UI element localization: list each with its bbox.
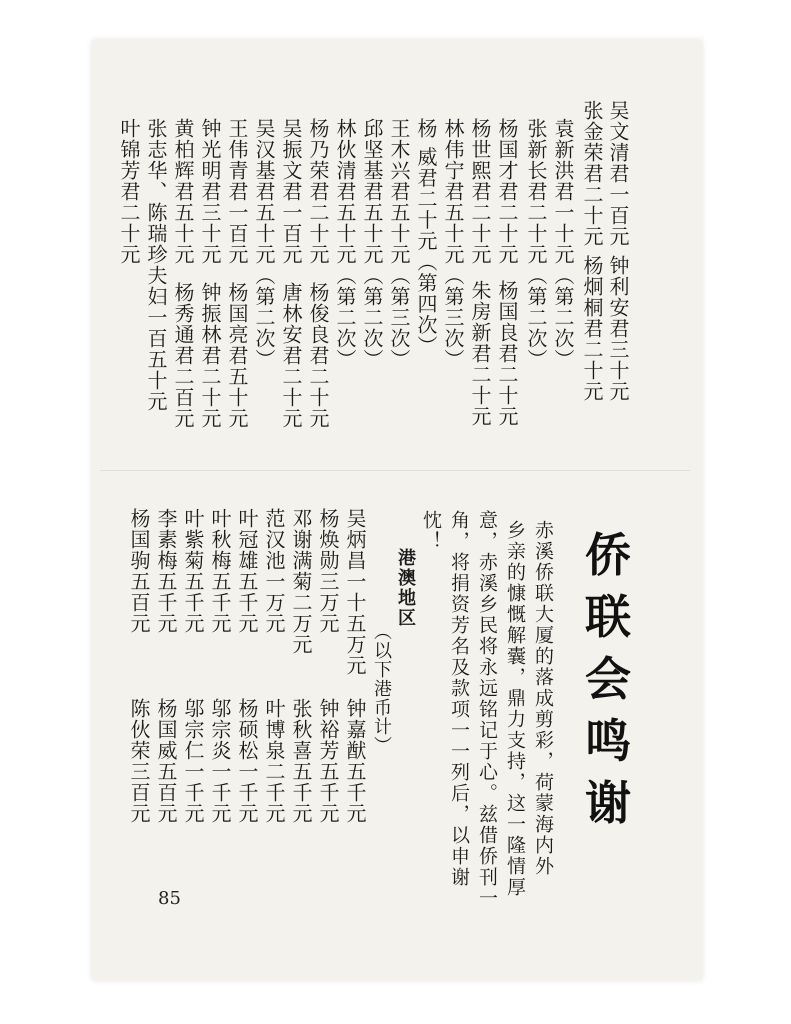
notice-body-line: 赤溪侨联大厦的落成剪彩，荷蒙海内外 xyxy=(532,520,554,877)
page-number: 85 xyxy=(158,888,181,909)
donor-entry: 邬宗仁一千元 xyxy=(181,698,205,824)
donor-entry: 张金荣君二十元 xyxy=(580,100,604,247)
donor-entry: 杨硕松一千元 xyxy=(235,698,259,824)
donor-entry: 邬宗炎一千元 xyxy=(208,698,232,824)
donor-entry: 张新长君二十元（第二次） xyxy=(524,118,548,370)
donor-entry: 范汉池一万元 xyxy=(262,508,286,634)
donor-entry: 王木兴君五十元（第三次） xyxy=(387,118,411,370)
donor-entry: 杨国威五百元 xyxy=(154,698,178,824)
notice-body-line: 乡亲的慷慨解囊，鼎力支持，这一隆情厚 xyxy=(504,520,526,898)
donor-entry: 杨俊良君二十元 xyxy=(306,282,330,429)
notice-body-line: 角，将捐资芳名及款项一一列后，以申谢 xyxy=(448,510,470,888)
donor-entry: 邓谢满菊二万元 xyxy=(289,508,313,655)
section-divider xyxy=(100,470,690,471)
donor-entry: 杨国驹五百元 xyxy=(127,508,151,634)
donor-entry: 叶秋梅五千元 xyxy=(208,508,232,634)
notice-title-char: 联 xyxy=(585,590,631,644)
donor-entry: 杨炯桐君二十元 xyxy=(580,255,604,402)
donor-entry: 袁新洪君一十元（第二次） xyxy=(551,118,575,370)
donor-entry: 王伟青君一百元 xyxy=(225,118,249,265)
donor-entry: 张秋喜五千元 xyxy=(289,698,313,824)
notice-title-char: 侨 xyxy=(585,528,631,582)
donor-entry: 唐林安君二十元 xyxy=(279,282,303,429)
donor-entry: 叶锦芳君二十元 xyxy=(117,118,141,265)
donor-entry: 杨秀通君二百元 xyxy=(171,282,195,429)
donor-entry: 钟振林君二十元 xyxy=(198,282,222,429)
donor-entry: 杨国亮君五十元 xyxy=(225,282,249,429)
donor-entry: 杨世熙君二十元 xyxy=(468,118,492,265)
notice-body-line: 忱！ xyxy=(420,510,442,552)
donor-entry: 吴汉基君五十元（第二次） xyxy=(252,118,276,370)
donor-entry: 叶紫菊五千元 xyxy=(181,508,205,634)
notice-body-line: 意，赤溪乡民将永远铭记于心。兹借侨刊一 xyxy=(476,510,498,909)
donor-entry: 朱房新君二十元 xyxy=(468,280,492,427)
donor-entry: 林伙清君五十元（第二次） xyxy=(333,118,357,370)
donor-entry: 吴振文君一百元 xyxy=(279,118,303,265)
notice-title-char: 会 xyxy=(585,652,631,706)
donor-entry: 杨国才君二十元 xyxy=(495,118,519,265)
donor-entry: 张志华、陈瑞珍夫妇一百五十元 xyxy=(144,118,168,412)
notice-title-char: 鸣 xyxy=(585,714,631,768)
donor-entry: 叶冠雄五千元 xyxy=(235,508,259,634)
donor-entry: 杨国良君二十元 xyxy=(495,280,519,427)
notice-title-char: 谢 xyxy=(585,776,631,830)
donor-entry: 黄柏辉君五十元 xyxy=(171,118,195,265)
donor-entry: 钟利安君三十元 xyxy=(606,255,630,402)
donor-entry: 杨 威君二十元（第四次） xyxy=(414,118,438,357)
donor-entry: 吴炳昌一十五万元 xyxy=(343,508,367,676)
region-title: 港澳地区 xyxy=(395,548,416,628)
donor-entry: 李素梅五千元 xyxy=(154,508,178,634)
donor-entry: 叶博泉二千元 xyxy=(262,698,286,824)
donor-entry: 杨焕勋三万元 xyxy=(316,508,340,634)
donor-entry: 陈伙荣三百元 xyxy=(127,698,151,824)
donor-entry: 邱坚基君五十元（第二次） xyxy=(360,118,384,370)
donor-entry: 林伟宁君五十元（第三次） xyxy=(441,118,465,370)
donor-entry: 钟裕芳五千元 xyxy=(316,698,340,824)
currency-note: （以下港币计） xyxy=(371,622,392,755)
donor-entry: 杨乃荣君二十元 xyxy=(306,118,330,265)
donor-entry: 钟光明君三十元 xyxy=(198,118,222,265)
donor-entry: 钟嘉猷五千元 xyxy=(343,698,367,824)
donor-entry: 吴文清君一百元 xyxy=(606,100,630,247)
